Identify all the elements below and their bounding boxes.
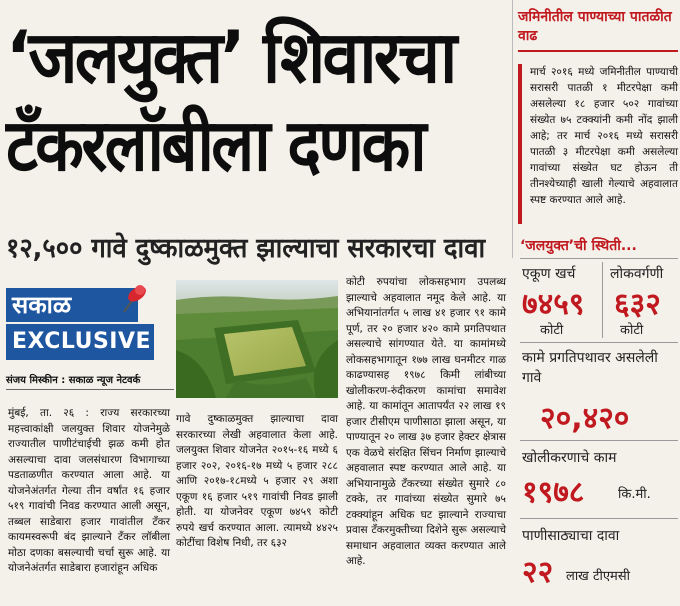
- storage-value: २२: [522, 555, 554, 590]
- sakal-exclusive-logo: [6, 288, 154, 362]
- article-column-2: गावे दुष्काळमुक्त झाल्याचा दावा सरकारच्या लेखी अहवालात केला आहे. जलयुक्त शिवार योजनेत २०१५-१६ मध्ये ६ हजार २०२, २०१६-१७ मध्ये ५ हजार २८८ आणि २०१७-१८मध्ये ५ हजार २९ अशा एकूण १६ हजार ५१९ गावांची निवड झाली होती. या योजनेवर एकूण ७४५९ कोटी रुपये खर्च करण्यात आला. त्यामध्ये ४४२५ कोटींचा विशेष निधी, तर ६३२: [176, 413, 338, 549]
- stats-divider: [520, 342, 678, 343]
- subheadline: १२,५०० गावे दुष्काळमुक्त झाल्याचा सरकारचा दावा: [6, 233, 486, 264]
- column-divider: [512, 0, 513, 258]
- public-contribution-value: ६३२: [614, 287, 661, 322]
- stats-divider: [520, 440, 678, 441]
- public-contribution-unit: कोटी: [620, 323, 644, 338]
- logo-brand: सकाळ: [6, 288, 138, 322]
- pushpin-icon: [116, 282, 150, 316]
- headline-line-1: ‘जलयुक्त’ शिवारचा: [6, 15, 455, 99]
- deepening-label: खोलीकरणाचे काम: [522, 450, 617, 466]
- article-column-1: मुंबई, ता. २६ : राज्य सरकारच्या महत्त्वाकांक्षी जलयुक्त शिवार योजनेमुळे राज्यातील पाणीटंचाईची झळ कमी होत असल्याचा दावा जलसंधारण विभागाच्या पडताळणीत करण्यात आला आहे. या योजनेअंतर्गत गेल्या तीन वर्षांत १६ हजार ५१९ गावांची निवड करण्यात आली असून, तब्बल साडेबारा हजार गावांतील टँकर कायमस्वरूपी बंद झाल्याने टँकर लॉबीला मोठा दणका बसल्याची चर्चा सुरू आहे. या योजनेअंतर्गत साडेबारा हजारांहून अधिक: [8, 407, 170, 574]
- storage-label: पाणीसाठ्याचा दावा: [522, 528, 620, 544]
- total-cost-value: ७४५९: [522, 287, 585, 322]
- byline-rule: [6, 389, 174, 390]
- headline: [6, 10, 506, 192]
- sidebar-rule: [518, 50, 678, 52]
- storage-unit: लाख टीएमसी: [566, 569, 630, 584]
- villages-value: २०,४२०: [540, 401, 630, 436]
- stats-divider: [520, 258, 678, 259]
- byline: संजय मिस्कीन : सकाळ न्यूज नेटवर्क: [6, 375, 141, 386]
- deepening-unit: कि.मी.: [618, 487, 651, 502]
- sidebar-heading: जमिनीतील पाण्याच्या पातळीत वाढ: [518, 9, 672, 44]
- stats-vertical-divider: [602, 262, 603, 338]
- public-contribution-label: लोकवर्गणी: [610, 266, 664, 282]
- total-cost-label: एकूण खर्च: [522, 266, 576, 282]
- total-cost-unit: कोटी: [540, 323, 564, 338]
- article-column-3: कोटी रुपयांचा लोकसहभाग उपलब्ध झाल्याचे अहवालात नमूद केले आहे. या अभियानांतर्गत ५ लाख ४१ हजार ९१ कामे पूर्ण, तर २० हजार ४२० कामे प्रगतिपथात असल्याचे सांगण्यात येते. या कामांमध्ये लोकसहभागातून १७७ लाख घनमीटर गाळ काढण्यासह १९७८ किमी लांबीच्या खोलीकरण-रुंदीकरण कामांचा समावेश आहे. या कामांतून आतापर्यंत २२ लाख १९ हजार टीसीएम पाणीसाठा झाला असून, या पाण्यातून २० लाख ३७ हजार हेक्टर क्षेत्रास एक वेळचे संरक्षित सिंचन निर्माण झाल्याचे अहवालात स्पष्ट करण्यात आले आहे. या अभियानामुळे टँकरच्या संख्येत सुमारे ८० टक्के, तर गावांच्या संख्येत सुमारे ७५ टक्क्यांहून अधिक घट झाल्याने राज्याचा प्रवास टँकरमुक्तीच्या दिशेने सुरू असल्याचे समाधान अहवालात व्यक्त करण्यात आले आहे.: [346, 276, 506, 567]
- logo-tag: EXCLUSIVE: [6, 324, 154, 360]
- villages-label: कामे प्रगतिपथावर असलेली गावे: [522, 350, 658, 386]
- deepening-value: १९७८: [522, 475, 585, 510]
- sidebar-body: मार्च २०१६ मध्ये जमिनीतील पाण्याची सरासरी पातळी १ मीटरपेक्षा कमी असलेल्या १८ हजार ५०२ गावांच्या संख्येत ७५ टक्क्यांनी कमी नोंद झाली आहे; तर मार्च २०१६ मध्ये सरासरी पातळी ३ मीटरपेक्षा कमी असलेल्या गावांच्या संख्येत घट होऊन ती तीनश्‍येच्याही खाली गेल्याचे अहवालात स्पष्ट करण्यात आले आहे.: [530, 66, 678, 206]
- stats-title: ‘जलयुक्त’ची स्थिती...: [520, 238, 637, 254]
- stats-divider: [520, 518, 678, 519]
- farm-pond-photo: [176, 280, 338, 398]
- sidebar-accent-bar: [518, 64, 522, 224]
- headline-line-2: टँकरलॉबीला दणका: [6, 103, 425, 187]
